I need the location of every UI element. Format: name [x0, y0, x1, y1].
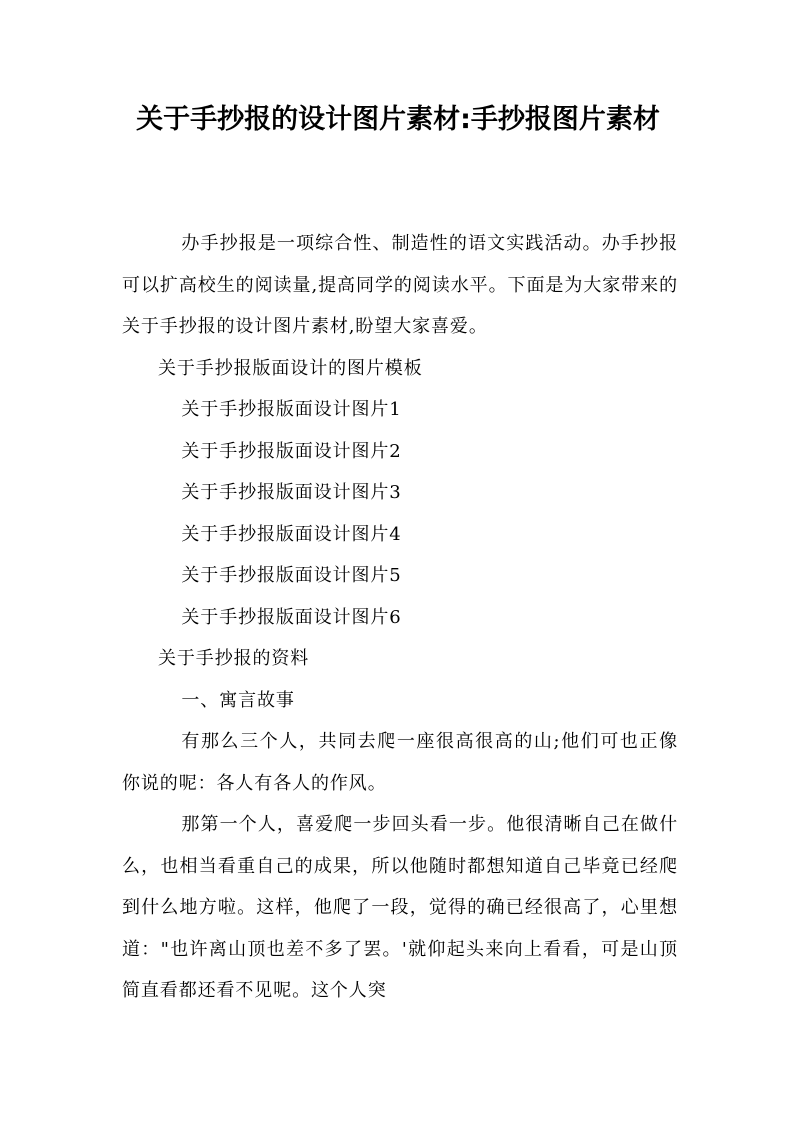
fable-heading: 一、寓言故事: [181, 689, 295, 711]
fable-paragraph-2: 那第一个人，喜爱爬一步回头看一步。他很清晰自己在做什么，也相当看重自己的成果，所以他随时都想知道自己毕竟已经爬到什么地方啦。这样，他爬了一段，觉得的确已经很高了，心里想道："也许离山顶也差不多了罢。'就仰起头来向上看看，可是山顶简直看都还看不见呢。这个人突: [122, 814, 678, 1001]
document-title: 关于手抄报的设计图片素材:手抄报图片素材: [136, 104, 660, 135]
image-caption-2: 关于手抄报版面设计图片2: [181, 440, 402, 462]
section-heading-materials: 关于手抄报的资料: [158, 648, 310, 669]
image-caption-3: 关于手抄报版面设计图片3: [181, 482, 402, 503]
image-caption-4: 关于手抄报版面设计图片4: [181, 523, 402, 545]
image-caption-1: 关于手抄报版面设计图片1: [181, 399, 402, 420]
image-caption-5: 关于手抄报版面设计图片5: [181, 565, 402, 586]
fable-paragraph-1: 有那么三个人，共同去爬一座很高很高的山;他们可也正像你说的呢：各人有各人的作风。: [122, 731, 678, 794]
intro-paragraph: 办手抄报是一项综合性、制造性的语文实践活动。办手抄报可以扩高校生的阅读量,提高同学的阅读水平。下面是为大家带来的关于手抄报的设计图片素材,盼望大家喜爱。: [122, 233, 678, 337]
document-body: [122, 223, 678, 1012]
image-caption-6: 关于手抄报版面设计图片6: [181, 606, 402, 628]
section-heading-templates: 关于手抄报版面设计的图片模板: [158, 357, 423, 379]
